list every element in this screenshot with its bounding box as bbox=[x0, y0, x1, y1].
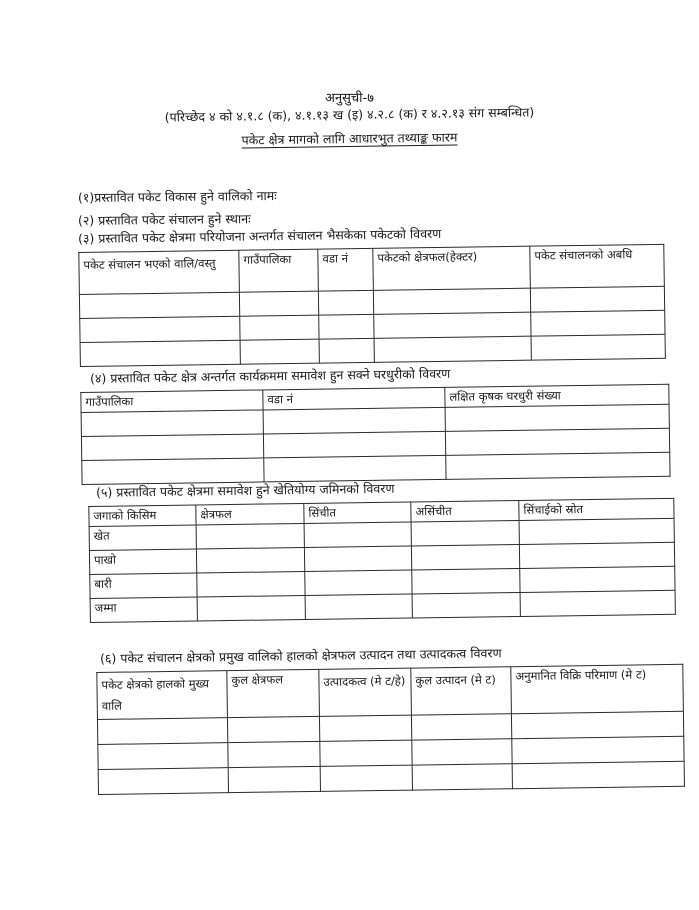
section-3-table bbox=[78, 244, 666, 367]
col-header-duration: पकेट संचालनको अबधि bbox=[530, 244, 665, 288]
col-header-ward: वडा नं bbox=[318, 248, 374, 291]
col-header-land-type: जगाको किसिम bbox=[89, 505, 196, 526]
col-header-unirrigated: असिंचीत bbox=[411, 500, 519, 522]
col-header-area: क्षेत्रफल bbox=[196, 503, 304, 525]
col-header-ward: वडा नं bbox=[263, 387, 445, 410]
row-label: बारी bbox=[90, 573, 197, 598]
col-header-main-crop: पकेट क्षेत्रको हालको मुख्य वालि bbox=[97, 671, 228, 720]
col-header-total-production: कुल उत्पादन (मे ट) bbox=[411, 667, 512, 715]
question-2: (२) प्रस्तावित पकेट संचालन हुने स्थानः bbox=[77, 211, 251, 228]
col-header-area: पकेटको क्षेत्रफल(हेक्टर) bbox=[373, 246, 531, 290]
section-5-table bbox=[88, 498, 676, 623]
row-label: खेत bbox=[89, 525, 196, 550]
col-header-irrigated: सिंचीत bbox=[304, 502, 411, 523]
section-3-title: (३) प्रस्तावित पकेट क्षेत्रमा परियोजना अन्तर्गत संचालन भैसकेका पकेटको विवरण bbox=[78, 225, 442, 246]
row-label: पाखो bbox=[89, 549, 196, 574]
col-header-municipality: गाउँपालिका bbox=[239, 249, 319, 292]
col-header-households: लक्षित कृषक घरधुरी संख्या bbox=[445, 384, 669, 407]
section-4-title: (४) प्रस्तावित पकेट क्षेत्र अन्तर्गत कार्यक्रममा समावेश हुन सक्ने घरधुरीको विवरण bbox=[90, 365, 451, 386]
col-header-productivity: उत्पादकत्व (मे ट/हे) bbox=[319, 668, 412, 716]
col-header-total-area: कुल क्षेत्रफल bbox=[227, 669, 320, 717]
col-header-crop: पकेट संचालन भएको वालि/वस्तु bbox=[79, 250, 240, 294]
row-label: जम्मा bbox=[90, 597, 197, 622]
form-title: पकेट क्षेत्र मागको लागि आधारभुत तथ्याङ्क फारम bbox=[241, 129, 458, 148]
section-6-title: (६) पकेट संचालन क्षेत्रको प्रमुख वालिको हालको क्षेत्रफल उत्पादन तथा उत्पादकत्व विवरण bbox=[100, 645, 502, 666]
section-6-table bbox=[96, 664, 685, 795]
question-1: (१)प्रस्तावित पकेट विकास हुने वालिको नामः bbox=[77, 187, 277, 206]
col-header-irrigation-source: सिंचाईको स्रोत bbox=[519, 498, 674, 520]
annex-title: अनुसुची-७ bbox=[324, 91, 374, 106]
annex-reference: (परिच्छेद ४ को ४.१.८ (क), ४.१.१३ ख (इ) ४.२.८ (क) र ४.२.१३ संग सम्बन्धित) bbox=[164, 104, 535, 125]
section-5-title: (५) प्रस्तावित पकेट क्षेत्रमा समावेश हुने खेतियोग्य जमिनको विवरण bbox=[96, 480, 395, 500]
section-4-table bbox=[80, 384, 670, 485]
col-header-municipality: गाउँपालिका bbox=[81, 390, 263, 413]
col-header-estimated-sales: अनुमानित विक्रि परिमाण (मे ट) bbox=[511, 664, 684, 713]
